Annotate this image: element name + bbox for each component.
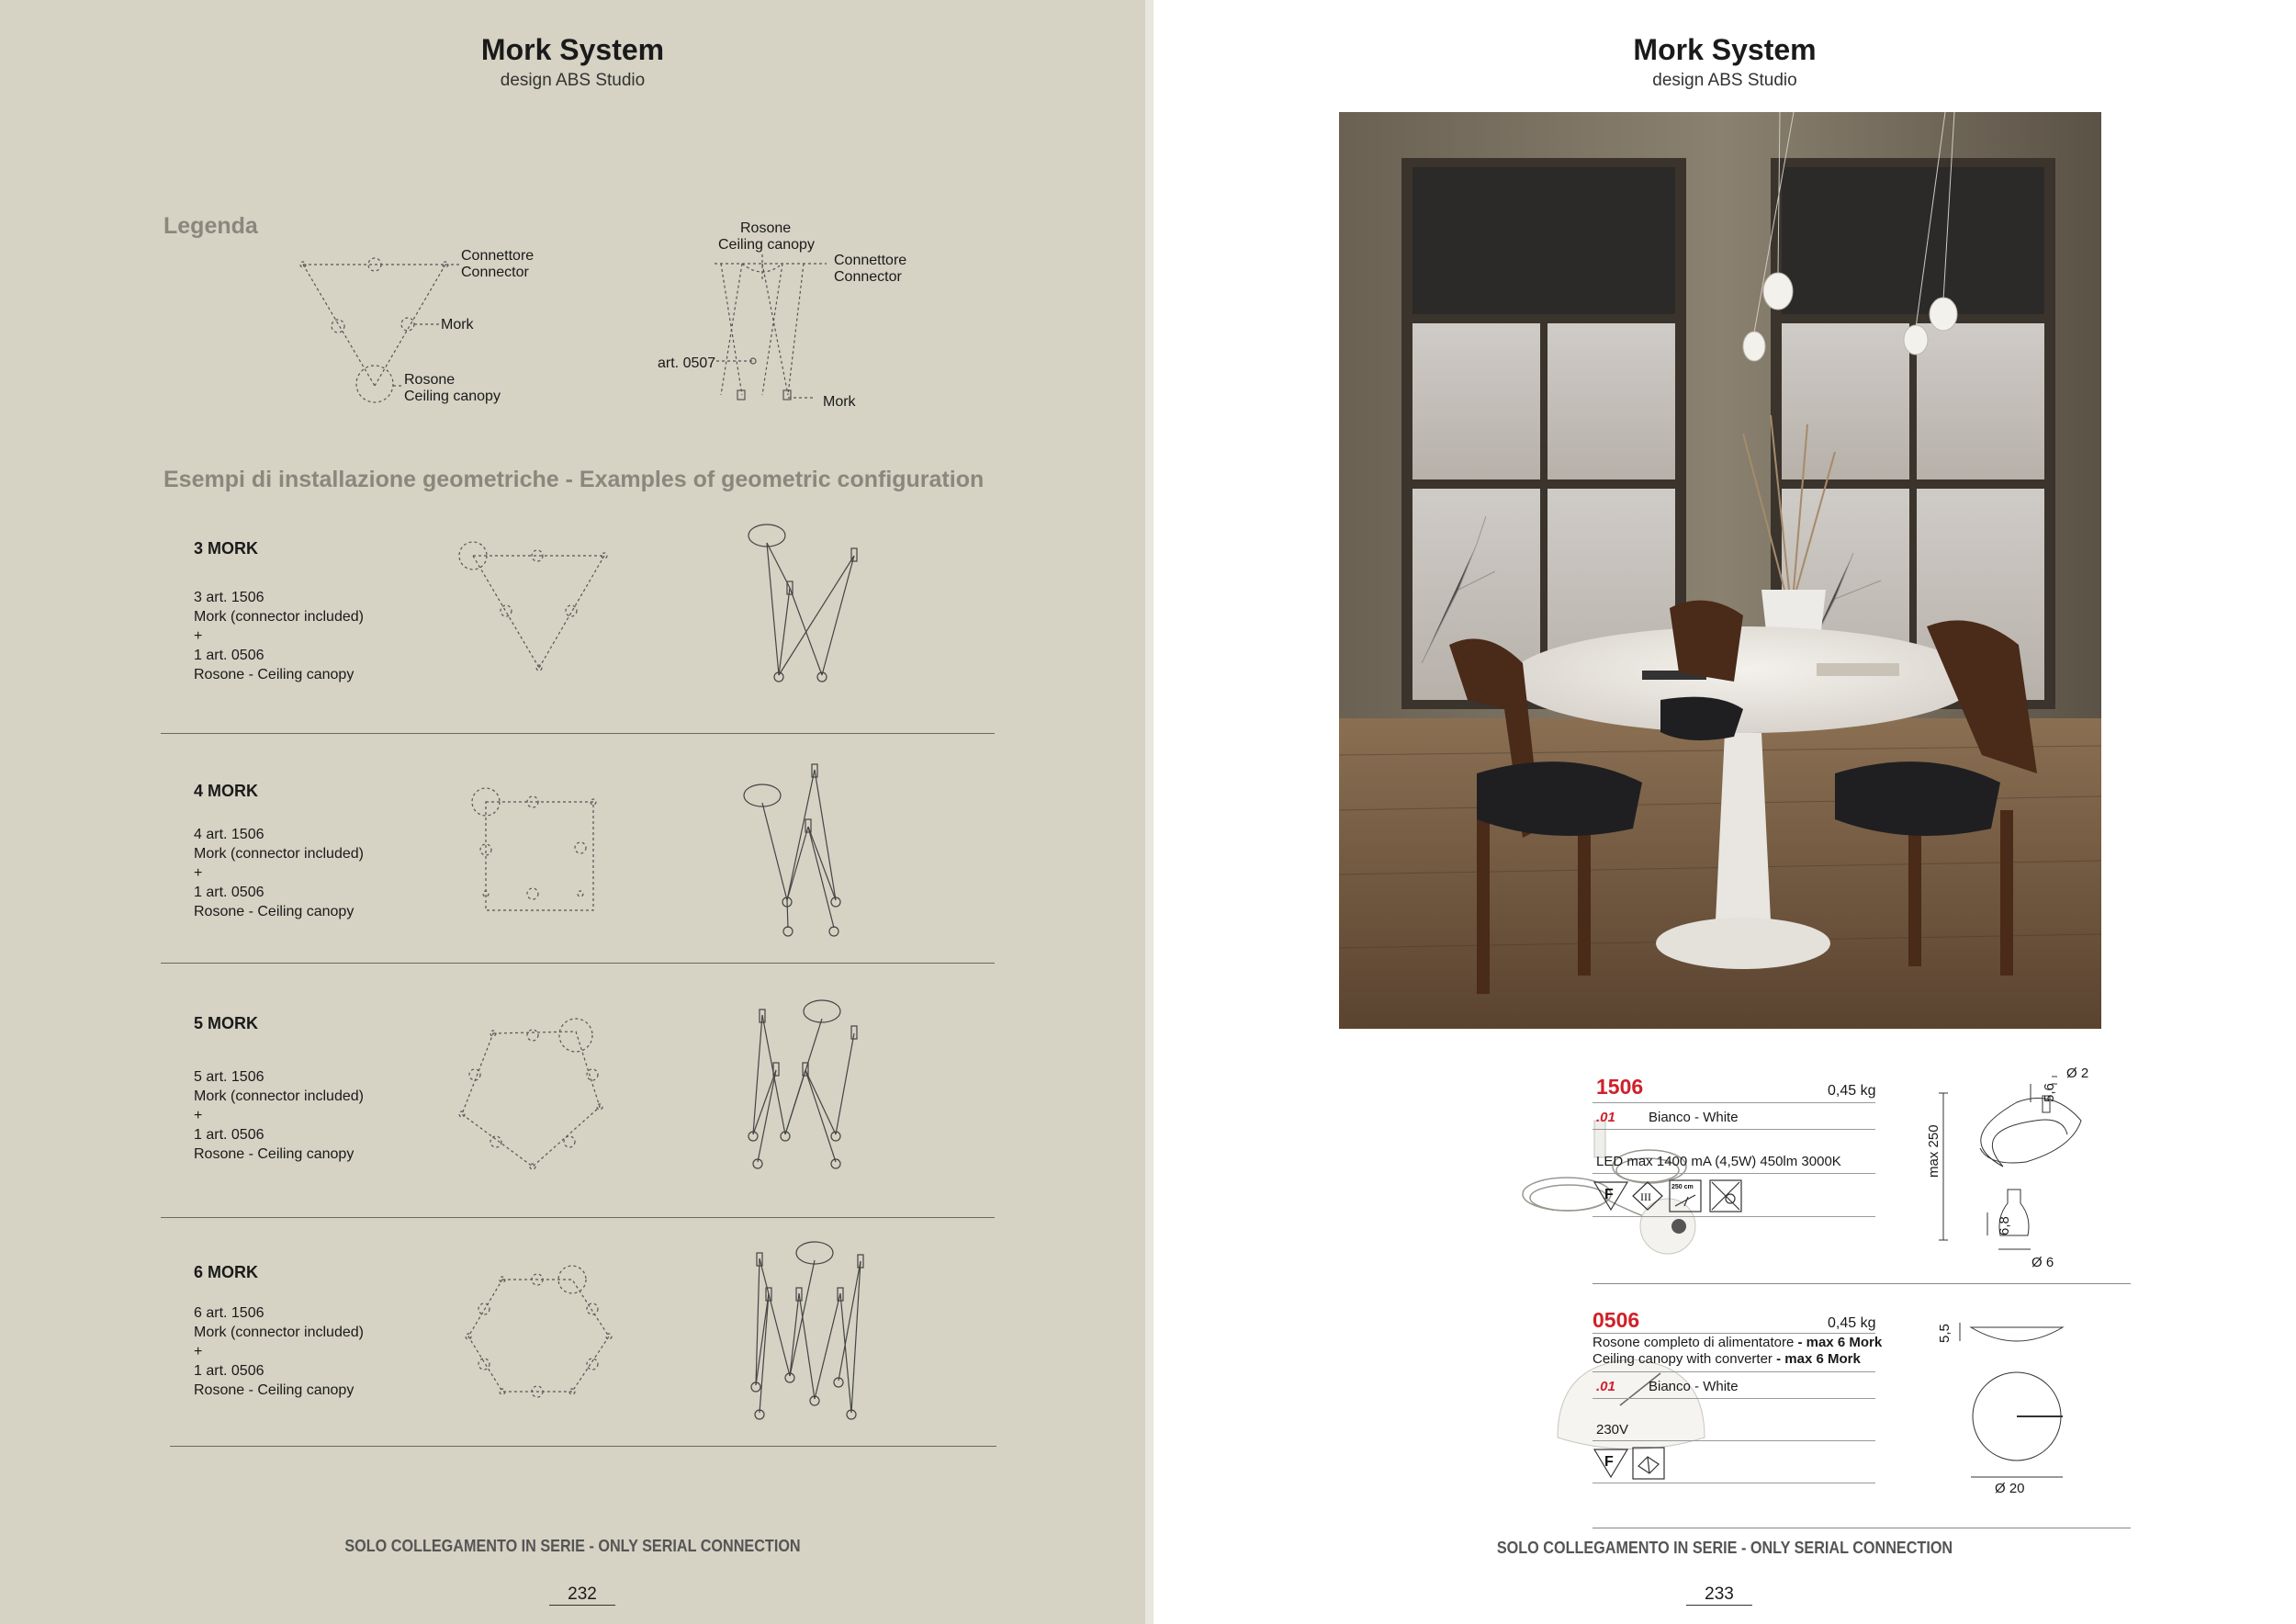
example-4-elevation-diagram [739, 762, 859, 946]
svg-text:250 cm: 250 cm [1671, 1184, 1694, 1190]
right-page [1154, 0, 2296, 1624]
product-1506-finish-code: .01 [1596, 1110, 1615, 1125]
divider [1593, 1102, 1875, 1103]
page-number: 232 [549, 1585, 615, 1606]
dim-max-length: max 250 [1926, 1124, 1941, 1178]
divider [1593, 1216, 1875, 1217]
legend-heading: Legenda [163, 213, 258, 239]
product-0506-finish-code: .01 [1596, 1379, 1615, 1394]
page-subtitle: design ABS Studio [1652, 71, 1797, 90]
product-0506-code: 0506 [1593, 1308, 1640, 1332]
dim-height-top: 5,6 [2042, 1083, 2057, 1102]
example-6-text: 6 art. 1506 Mork (connector included) + 1 art. 0506 Rosone - Ceiling canopy [194, 1305, 364, 1398]
dim-height-body: 6,8 [1997, 1216, 2012, 1235]
legend2-canopy-en: Ceiling canopy [718, 237, 815, 253]
f-class-icon [1594, 1182, 1627, 1210]
legend1-mork: Mork [441, 317, 474, 333]
product-1506-weight: 0,45 kg [1828, 1083, 1876, 1099]
divider [1593, 1333, 1875, 1334]
divider [1593, 1371, 1875, 1372]
product-1506-spec: LED max 1400 mA (4,5W) 450lm 3000K [1596, 1154, 1841, 1169]
example-5-plan-diagram [455, 1015, 620, 1171]
example-5-title: 5 MORK [194, 1014, 259, 1032]
product-1506-dimension-drawing [1916, 1066, 2118, 1268]
example-5-elevation-diagram [748, 997, 877, 1180]
product-0506-description: Rosone completo di alimentatore - max 6 Mork Ceiling canopy with converter - max 6 Mork [1593, 1335, 1883, 1367]
dim-diameter-body: Ø 6 [2032, 1255, 2054, 1270]
example-4-plan-diagram [470, 785, 608, 905]
page-gutter [1145, 0, 1154, 1624]
divider [161, 1217, 995, 1218]
dim-diameter: Ø 20 [1995, 1481, 2025, 1496]
driver-icon [1633, 1448, 1664, 1479]
dim-diameter-top: Ø 2 [2066, 1066, 2089, 1081]
divider [161, 733, 995, 734]
examples-heading: Esempi di installazione geometriche - Examples of geometric configuration [163, 467, 985, 492]
legend1-connector-it: Connettore [461, 248, 535, 264]
product-0506-weight: 0,45 kg [1828, 1315, 1876, 1331]
footer-note: SOLO COLLEGAMENTO IN SERIE - ONLY SERIAL CONNECTION [1496, 1539, 1953, 1557]
example-4-text: 4 art. 1506 Mork (connector included) + 1 art. 0506 Rosone - Ceiling canopy [194, 827, 364, 919]
interior-photo [1339, 112, 2101, 1029]
legend1-connector-en: Connector [461, 265, 529, 280]
footer-note: SOLO COLLEGAMENTO IN SERIE - ONLY SERIAL CONNECTION [344, 1537, 801, 1555]
page-number: 233 [1686, 1585, 1752, 1606]
page-subtitle: design ABS Studio [500, 71, 646, 90]
example-6-plan-diagram [464, 1263, 629, 1410]
product-0506-spec: 230V [1596, 1422, 1629, 1438]
f-class-icon [1594, 1449, 1627, 1477]
svg-text:F: F [1604, 1187, 1614, 1202]
example-3-elevation-diagram [735, 519, 863, 694]
page-title: Mork System [480, 33, 665, 66]
product-0506-finish-name: Bianco - White [1649, 1379, 1739, 1394]
divider [1593, 1283, 2131, 1284]
example-6-elevation-diagram [748, 1238, 886, 1431]
svg-text:F: F [1604, 1454, 1614, 1470]
example-4-title: 4 MORK [194, 782, 259, 800]
example-3-text: 3 art. 1506 Mork (connector included) + 1 art. 0506 Rosone - Ceiling canopy [194, 590, 364, 682]
no-covering-icon [1710, 1180, 1741, 1212]
divider [161, 963, 995, 964]
divider [170, 1446, 996, 1447]
cable-250cm-icon [1670, 1180, 1701, 1212]
divider [1593, 1398, 1875, 1399]
example-6-title: 6 MORK [194, 1263, 259, 1281]
product-0506-dimension-drawing [1934, 1314, 2118, 1497]
example-3-plan-diagram [455, 537, 638, 675]
page-title: Mork System [1633, 33, 1817, 66]
example-3-title: 3 MORK [194, 539, 259, 558]
svg-text:III: III [1640, 1190, 1651, 1203]
legend2-canopy-it: Rosone [740, 220, 792, 236]
divider [1593, 1440, 1875, 1441]
left-page [0, 0, 1145, 1624]
legend2-connector-en: Connector [834, 269, 902, 285]
product-1506-icons [1593, 1179, 1776, 1215]
divider [1593, 1173, 1875, 1174]
class-iii-icon [1633, 1182, 1662, 1210]
legend2-mork: Mork [823, 394, 856, 410]
product-1506-finish-name: Bianco - White [1649, 1110, 1739, 1125]
legend-suspension-diagram [707, 243, 891, 409]
product-1506-code: 1506 [1596, 1075, 1644, 1099]
product-0506-icons [1593, 1446, 1684, 1483]
legend2-connector-it: Connettore [834, 253, 907, 268]
dim-height: 5,5 [1937, 1324, 1953, 1343]
example-5-text: 5 art. 1506 Mork (connector included) + 1 art. 0506 Rosone - Ceiling canopy [194, 1069, 364, 1162]
legend1-canopy-en: Ceiling canopy [404, 389, 501, 404]
legend1-canopy-it: Rosone [404, 372, 456, 388]
divider [1593, 1129, 1875, 1130]
legend2-article: art. 0507 [658, 355, 716, 371]
